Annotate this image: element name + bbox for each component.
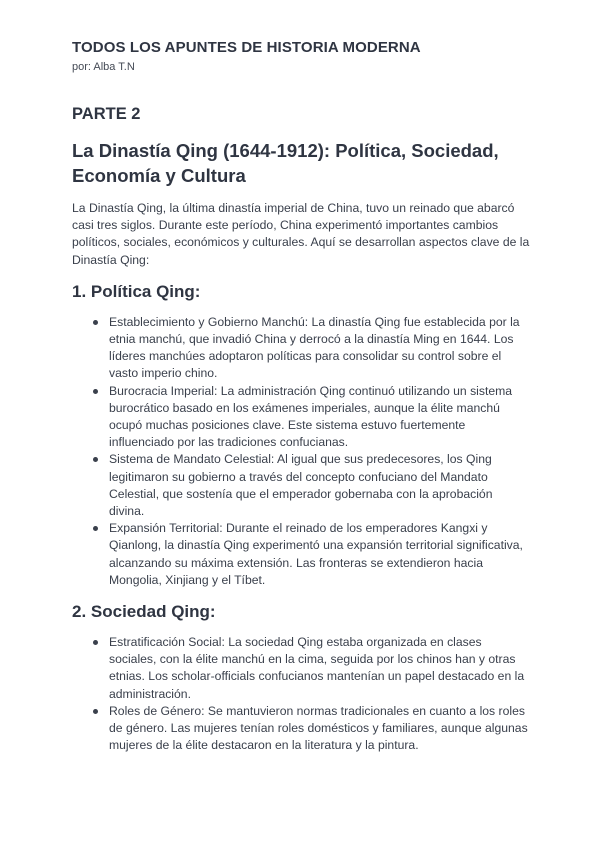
section-heading-politica: 1. Política Qing: (72, 281, 201, 301)
author-line: por: Alba T.N (72, 61, 135, 73)
bullet-icon (93, 709, 98, 714)
list-item-text: Roles de Género: Se mantuvieron normas tradicionales en cuanto a los roles de género. Las mujeres tenían roles domésticos y familiares, aunque algunas mujeres de la élite destacaron en la literatura y la pintura. (109, 703, 528, 753)
document-title: TODOS LOS APUNTES DE HISTORIA MODERNA (72, 39, 421, 56)
bullet-icon (93, 457, 98, 462)
list-item-text: Sistema de Mandato Celestial: Al igual que sus predecesores, los Qing legitimaron su gobierno a través del concepto confuciano del Mandato Celestial, que sostenía que el emperador gobernaba con la aprobación divina. (109, 452, 493, 519)
list-item-text: Expansión Territorial: Durante el reinado de los emperadores Kangxi y Qianlong, la dinastía Qing experimentó una expansión territorial significativa, alcanzando su máxima extensión. Las fronteras se extendieron hacia Mongolia, Xinjiang y el Tíbet. (109, 521, 523, 587)
list-item-text: Estratificación Social: La sociedad Qing estaba organizada en clases sociales, con la élite manchú en la cima, seguida por los chinos han y otras etnias. Los scholar-officials confucianos mantenían un papel destacado en la administración. (109, 635, 525, 701)
section-heading-sociedad: 2. Sociedad Qing: (72, 602, 216, 622)
bullet-icon (93, 389, 98, 394)
part-heading: PARTE 2 (72, 105, 141, 123)
main-heading: La Dinastía Qing (1644-1912): Política, Sociedad, Economía y Cultura (72, 140, 499, 186)
list-item-text: Establecimiento y Gobierno Manchú: La dinastía Qing fue establecida por la etnia manchú, que invadió China y derrocó a la dinastía Ming en 1644. Los líderes manchúes adoptaron políticas para consolidar su control sobre el vasto imperio chino. (109, 314, 520, 381)
sociedad-list (93, 634, 529, 754)
intro-paragraph: La Dinastía Qing, la última dinastía imperial de China, tuvo un reinado que abarcó casi tres siglos. Durante este período, China experimentó importantes cambios políticos, sociales, económicos y culturales. Aquí se desarrollan aspectos clave de la Dinastía Qing: (72, 201, 530, 267)
list-item (93, 703, 529, 755)
list-item-text: Burocracia Imperial: La administración Qing continuó utilizando un sistema burocrático basado en los exámenes imperiales, aunque la élite manchú ocupó muchas posiciones clave. Este sistema estuvo fuertemente influenciado por las tradiciones confucianas. (109, 383, 513, 450)
section-sociedad (72, 601, 540, 754)
list-item (93, 383, 529, 452)
politica-list (93, 314, 529, 589)
bullet-icon (93, 320, 98, 325)
section-politica (72, 281, 540, 589)
bullet-icon (93, 526, 98, 531)
list-item (93, 314, 529, 383)
list-item (93, 634, 529, 703)
list-item (93, 451, 529, 520)
bullet-icon (93, 640, 98, 645)
list-item (93, 520, 529, 589)
